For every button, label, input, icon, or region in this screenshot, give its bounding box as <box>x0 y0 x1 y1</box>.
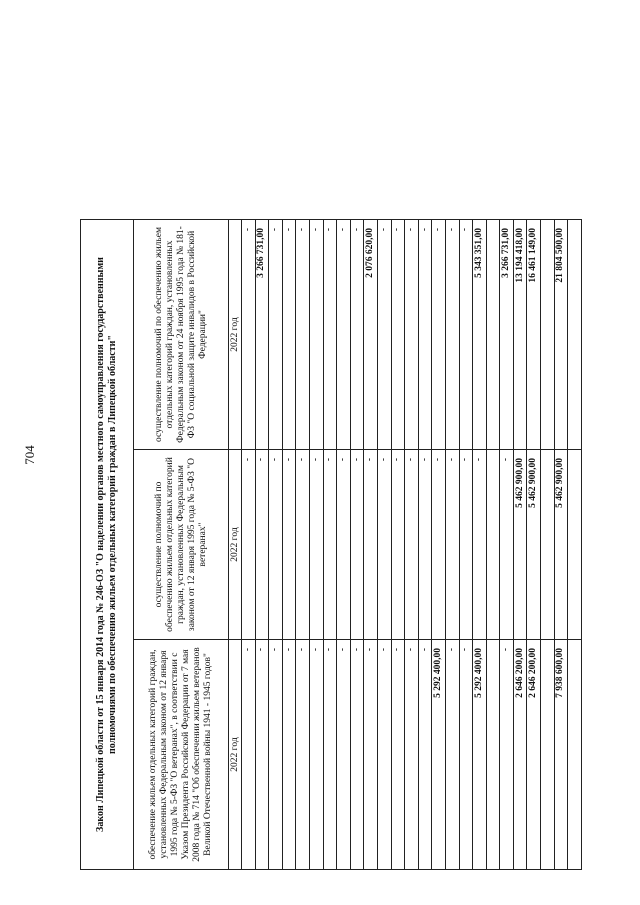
table-row <box>282 220 296 870</box>
table-cell: - <box>364 640 378 870</box>
table-row <box>541 220 555 870</box>
year-cell-2: 2022 год <box>229 450 242 640</box>
table-row <box>513 220 527 870</box>
table-cell: - <box>255 640 269 870</box>
table-row <box>364 220 378 870</box>
table-cell: - <box>445 640 459 870</box>
table-row <box>269 220 283 870</box>
table-cell: 21 804 500,00 <box>554 220 568 450</box>
table-cell: - <box>459 450 473 640</box>
table-row <box>500 220 514 870</box>
table-cell <box>541 640 555 870</box>
table-cell: - <box>391 220 405 450</box>
year-cell-3: 2022 год <box>229 220 242 450</box>
table-row <box>418 220 432 870</box>
table-cell: - <box>269 220 283 450</box>
table-cell: - <box>337 640 351 870</box>
table-cell: - <box>364 450 378 640</box>
rotated-table-container <box>80 220 610 870</box>
table-cell: - <box>282 450 296 640</box>
table-row <box>323 220 337 870</box>
table-cell: - <box>296 640 310 870</box>
table-row <box>473 220 487 870</box>
table-cell: - <box>377 450 391 640</box>
table-cell: 3 266 731,00 <box>500 220 514 450</box>
table-cell: - <box>418 450 432 640</box>
column-header-row <box>134 220 229 870</box>
table-cell: - <box>391 450 405 640</box>
table-cell: - <box>242 220 256 450</box>
table-cell: - <box>309 640 323 870</box>
table-cell: - <box>405 220 419 450</box>
table-cell: 5 292 400,00 <box>432 640 446 870</box>
table-cell: - <box>350 450 364 640</box>
year-cell-1: 2022 год <box>229 640 242 870</box>
table-cell: - <box>296 220 310 450</box>
table-row <box>242 220 256 870</box>
year-row <box>229 220 242 870</box>
table-cell: - <box>337 450 351 640</box>
table-cell: - <box>473 450 487 640</box>
table-cell: - <box>350 640 364 870</box>
page-number: 704 <box>22 445 37 465</box>
table-cell: - <box>350 220 364 450</box>
table-row <box>445 220 459 870</box>
table-cell: - <box>445 450 459 640</box>
table-cell: - <box>377 220 391 450</box>
table-cell: - <box>269 450 283 640</box>
table-row <box>432 220 446 870</box>
table-cell: - <box>242 450 256 640</box>
table-row <box>405 220 419 870</box>
table-cell: - <box>391 640 405 870</box>
table-cell: - <box>418 220 432 450</box>
table-cell: 5 462 900,00 <box>527 450 541 640</box>
table-row <box>486 220 500 870</box>
table-cell: - <box>405 450 419 640</box>
table-cell <box>486 640 500 870</box>
table-row <box>309 220 323 870</box>
table-row <box>391 220 405 870</box>
table-row <box>377 220 391 870</box>
table-cell: 2 646 200,00 <box>513 640 527 870</box>
table-cell: - <box>309 450 323 640</box>
table-cell: 3 266 731,00 <box>255 220 269 450</box>
table-title-row <box>81 220 134 870</box>
table-cell: 5 462 900,00 <box>554 450 568 640</box>
table-cell: - <box>337 220 351 450</box>
table-cell: - <box>459 220 473 450</box>
table-row <box>554 220 568 870</box>
table-cell: 13 194 418,00 <box>513 220 527 450</box>
budget-table-body <box>81 220 582 870</box>
table-cell <box>486 220 500 450</box>
table-cell: - <box>459 640 473 870</box>
table-cell: 2 076 620,00 <box>364 220 378 450</box>
column-header-2: осуществление полномочий по обеспечению жильем отдельных категорий граждан, установленных Федеральным законом от 12 января 1995 года № 5-ФЗ "О ветеранах" <box>134 450 229 640</box>
table-cell: - <box>242 640 256 870</box>
table-cell <box>568 640 582 870</box>
table-cell: - <box>432 220 446 450</box>
table-row <box>296 220 310 870</box>
table-cell: - <box>282 220 296 450</box>
column-header-3: осуществление полномочий по обеспечению жильем отдельных категорий граждан, установленных Федеральным законом от 24 ноября 1995 года № 181-ФЗ "О социальной защите инвалидов в Российской Федерации" <box>134 220 229 450</box>
table-cell: - <box>282 640 296 870</box>
table-cell: - <box>432 450 446 640</box>
table-cell: 5 343 351,00 <box>473 220 487 450</box>
table-row <box>350 220 364 870</box>
table-cell <box>486 450 500 640</box>
table-cell: 5 292 400,00 <box>473 640 487 870</box>
table-cell: 2 646 200,00 <box>527 640 541 870</box>
table-cell <box>568 450 582 640</box>
table-cell: - <box>323 640 337 870</box>
table-cell: - <box>323 220 337 450</box>
table-cell <box>541 450 555 640</box>
table-cell: 5 462 900,00 <box>513 450 527 640</box>
table-cell: - <box>500 640 514 870</box>
table-title: Закон Липецкой области от 15 января 2014 года № 246-ОЗ "О наделении органов местного самоуправления государственными полномочиями по обеспечению жильем отдельных категорий граждан в Липецкой области" <box>81 220 134 870</box>
table-cell: - <box>377 640 391 870</box>
table-cell: 16 461 149,00 <box>527 220 541 450</box>
table-cell: - <box>405 640 419 870</box>
budget-table <box>80 219 582 870</box>
table-cell: - <box>255 450 269 640</box>
table-row <box>568 220 582 870</box>
table-cell <box>541 220 555 450</box>
table-row <box>459 220 473 870</box>
table-row <box>527 220 541 870</box>
table-cell: - <box>445 220 459 450</box>
table-cell <box>568 220 582 450</box>
table-row <box>337 220 351 870</box>
table-cell: - <box>418 640 432 870</box>
table-cell: - <box>323 450 337 640</box>
table-row <box>255 220 269 870</box>
table-cell: 7 938 600,00 <box>554 640 568 870</box>
table-cell: - <box>500 450 514 640</box>
column-header-1: обеспечение жильем отдельных категорий граждан, установленных Федеральным законом от 12 января 1995 года № 5-ФЗ "О ветеранах", в соответствии с Указом Президента Российской Федерации от 7 мая 2008 года № 714 "Об обеспечении жильем ветеранов Великой Отечественной войны 1941 - 1945 годов" <box>134 640 229 870</box>
table-cell: - <box>269 640 283 870</box>
table-cell: - <box>296 450 310 640</box>
table-cell: - <box>309 220 323 450</box>
